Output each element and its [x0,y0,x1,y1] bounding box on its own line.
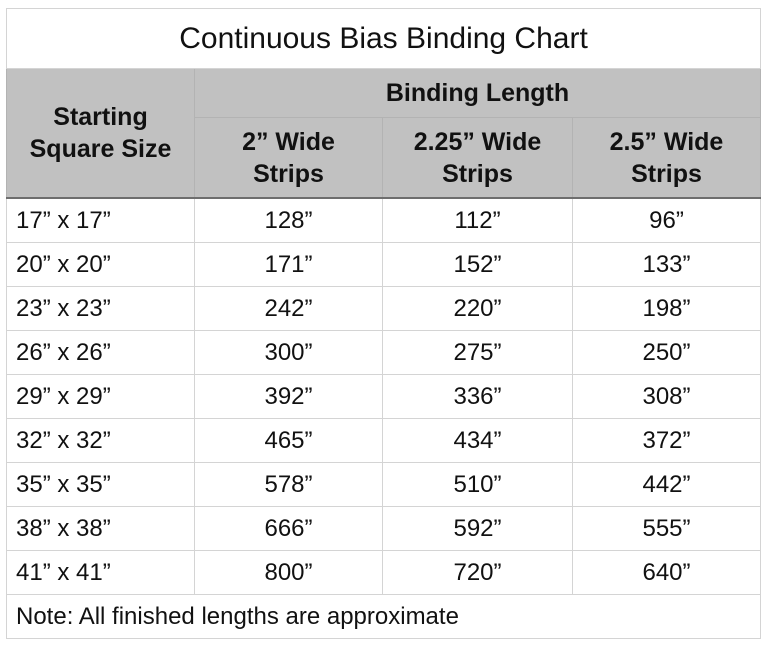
length-2in-cell: 242” [195,287,383,331]
length-2-25in-cell: 592” [383,507,573,551]
square-size-cell: 17” x 17” [7,198,195,243]
length-2in-cell: 392” [195,375,383,419]
square-size-cell: 23” x 23” [7,287,195,331]
header-2in-strips-label: 2” Wide Strips [242,127,335,188]
length-2-25in-cell: 112” [383,198,573,243]
table-row [7,419,761,463]
square-size-cell: 29” x 29” [7,375,195,419]
length-2-5in-cell: 198” [573,287,761,331]
length-2-5in-cell: 133” [573,243,761,287]
header-2-5in-strips-label: 2.5” Wide Strips [609,127,724,188]
length-2-5in-cell: 250” [573,331,761,375]
header-binding-length: Binding Length [195,69,761,118]
square-size-cell: 26” x 26” [7,331,195,375]
length-2in-cell: 128” [195,198,383,243]
square-size-cell: 32” x 32” [7,419,195,463]
table-row [7,551,761,595]
length-2-5in-cell: 640” [573,551,761,595]
chart-title: Continuous Bias Binding Chart [7,9,761,69]
length-2-25in-cell: 720” [383,551,573,595]
binding-chart-table [6,8,761,639]
header-starting-square-size-label: Starting Square Size [29,103,172,163]
square-size-cell: 20” x 20” [7,243,195,287]
length-2-25in-cell: 152” [383,243,573,287]
table-row [7,463,761,507]
header-2-25in-strips [383,118,573,199]
table-row [7,507,761,551]
length-2-25in-cell: 275” [383,331,573,375]
table-row [7,375,761,419]
length-2in-cell: 171” [195,243,383,287]
approximate-note: Note: All finished lengths are approximate [7,595,761,639]
header-2-25in-strips-label: 2.25” Wide Strips [413,127,542,188]
square-size-cell: 35” x 35” [7,463,195,507]
length-2-5in-cell: 308” [573,375,761,419]
length-2in-cell: 800” [195,551,383,595]
length-2in-cell: 578” [195,463,383,507]
length-2-25in-cell: 510” [383,463,573,507]
table-row [7,198,761,243]
header-starting-square-size [7,69,195,199]
length-2-5in-cell: 555” [573,507,761,551]
header-2in-strips [195,118,383,199]
length-2-25in-cell: 434” [383,419,573,463]
note-row [7,595,761,639]
length-2-5in-cell: 96” [573,198,761,243]
length-2-5in-cell: 442” [573,463,761,507]
title-row [7,9,761,69]
header-2-5in-strips [573,118,761,199]
header-group-row [7,69,761,118]
length-2in-cell: 666” [195,507,383,551]
length-2-25in-cell: 220” [383,287,573,331]
table-row [7,287,761,331]
table-row [7,331,761,375]
length-2in-cell: 465” [195,419,383,463]
length-2-5in-cell: 372” [573,419,761,463]
length-2in-cell: 300” [195,331,383,375]
length-2-25in-cell: 336” [383,375,573,419]
square-size-cell: 38” x 38” [7,507,195,551]
table-row [7,243,761,287]
square-size-cell: 41” x 41” [7,551,195,595]
